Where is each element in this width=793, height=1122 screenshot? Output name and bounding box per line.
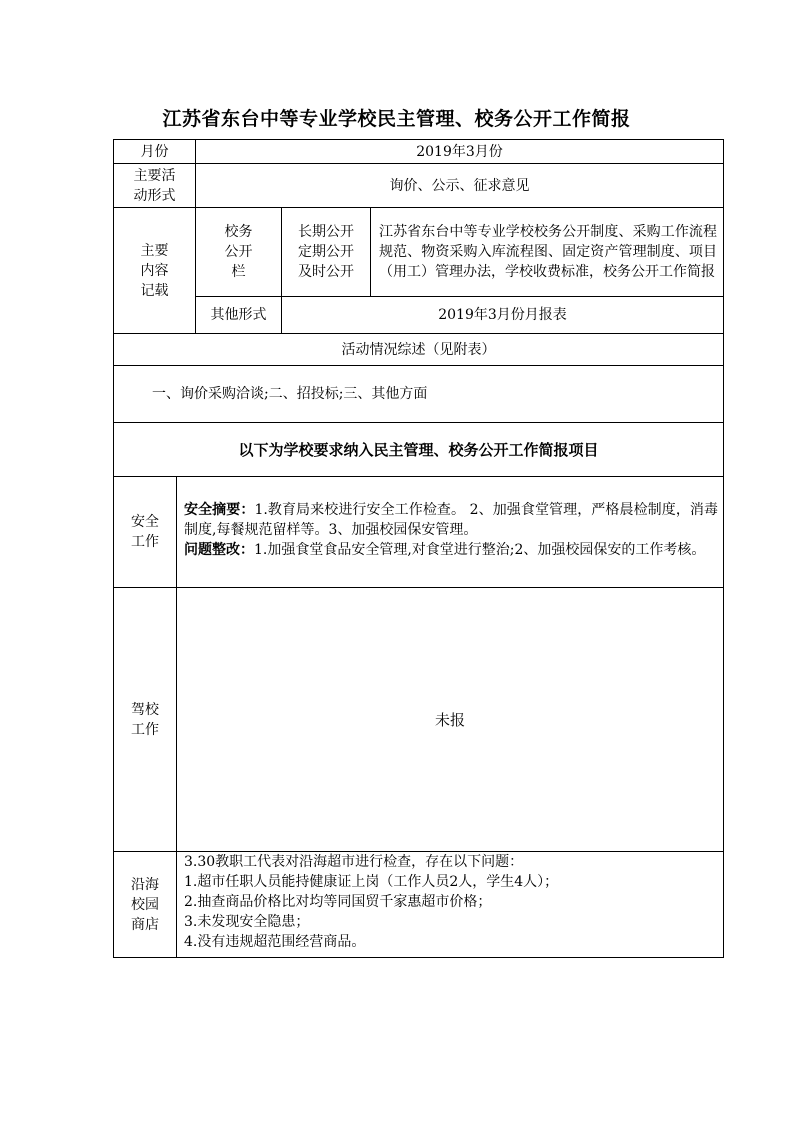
driving-label: 驾校 工作 — [131, 701, 159, 738]
shop-line: 3.未发现安全隐患； — [184, 914, 310, 930]
safety-abstract-label: 安全摘要： — [184, 502, 255, 518]
content-label: 主要 内容 记载 — [140, 242, 169, 299]
publish-types: 长期公开 定期公开 及时公开 — [298, 224, 354, 280]
driving-value: 未报 — [434, 710, 465, 729]
shop-line: 2.抽查商品价格比对均等同国贸千家惠超市价格； — [184, 894, 492, 910]
board-items: 江苏省东台中等专业学校校务公开制度、采购工作流程规范、物资采购入库流程图、固定资产管理制度、项目（用工）管理办法，学校收费标准，校务公开工作简报 — [379, 224, 717, 280]
safety-label: 安全 工作 — [131, 514, 159, 550]
month-value: 2019年3月份 — [416, 143, 503, 160]
shop-line: 4.没有违规超范围经营商品。 — [184, 934, 366, 950]
document-title: 江苏省东台中等专业学校民主管理、校务公开工作简报 — [162, 108, 631, 130]
safety-content — [177, 477, 723, 587]
activity-label: 主要活 动形式 — [133, 167, 176, 204]
activity-value: 询价、公示、征求意见 — [389, 177, 530, 194]
shop-label: 沿海 校园 商店 — [131, 876, 159, 933]
other-form-label: 其他形式 — [210, 307, 267, 323]
shop-line: 3.30教职工代表对沿海超市进行检查，存在以下问题： — [184, 854, 524, 870]
summary-text: 一、询价采购洽谈;二、招投标;三、其他方面 — [152, 386, 428, 402]
safety-abstract-text: 1.教育局来校进行安全工作检查。 2、加强食堂管理，严格晨检制度，消毒制度,每餐规范留样等。3、加强校园保安管理。 — [184, 502, 719, 538]
summary-heading: 活动情况综述（见附表） — [341, 341, 496, 358]
board-label: 校务 公开 栏 — [224, 224, 253, 280]
other-form-value: 2019年3月份月报表 — [438, 307, 567, 323]
shop-line: 1.超市任职人员能持健康证上岗（工作人员2人，学生4人）； — [184, 874, 559, 890]
shop-content — [177, 852, 723, 957]
month-label: 月份 — [140, 143, 169, 160]
safety-rectify-text: 1.加强食堂食品安全管理,对食堂进行整治;2、加强校园保安的工作考核。 — [254, 542, 706, 558]
section-heading: 以下为学校要求纳入民主管理、校务公开工作简报项目 — [238, 440, 599, 459]
safety-rectify-label: 问题整改： — [184, 542, 254, 558]
